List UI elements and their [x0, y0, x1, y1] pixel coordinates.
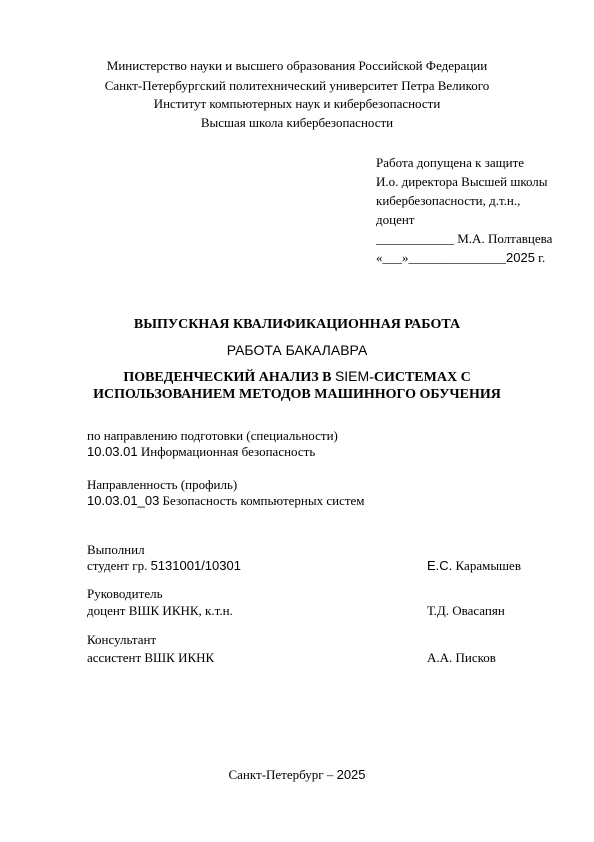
date-open-quote: «: [376, 250, 383, 265]
school-line: Высшая школа кибербезопасности: [200, 115, 394, 130]
direction-label: по направлению подготовки (специальности): [87, 428, 338, 443]
document-type-title: ВЫПУСКНАЯ КВАЛИФИКАЦИОННАЯ РАБОТА: [133, 317, 461, 332]
direction-code: 10.03.01: [87, 444, 138, 459]
profile-name: Безопасность компьютерных систем: [159, 493, 365, 508]
city-year: [0, 766, 594, 784]
author-group: 5131001/10301: [150, 558, 241, 573]
author-name: [427, 558, 521, 574]
consultant-row: [87, 650, 517, 666]
date-day-blank: ___: [382, 250, 402, 265]
approval-block: [376, 153, 581, 267]
document-subtype: РАБОТА БАКАЛАВРА: [226, 342, 368, 358]
city: Санкт-Петербург –: [228, 767, 337, 782]
author-label: Выполнил: [87, 542, 145, 557]
supervisor-role: доцент ВШК ИКНК, к.т.н.: [87, 603, 233, 618]
profile-block: [87, 477, 365, 509]
institute-line: Институт компьютерных наук и кибербезопасности: [153, 96, 441, 111]
consultant-role: ассистент ВШК ИКНК: [87, 650, 215, 665]
year: 2025: [336, 767, 366, 782]
approval-line-1: Работа допущена к защите: [376, 155, 525, 170]
thesis-topic-line-1: [0, 367, 594, 387]
approval-date-row: [376, 248, 581, 267]
direction-block: [87, 428, 338, 460]
topic-siem: SIEM: [334, 368, 370, 384]
approval-signature-row: [376, 229, 581, 248]
approval-line-2: И.о. директора Высшей школы: [376, 174, 548, 189]
approval-line-4: доцент: [376, 212, 415, 227]
university-line: Санкт-Петербургский политехнический университет Петра Великого: [104, 78, 490, 93]
author-role-prefix: студент гр.: [87, 558, 151, 573]
consultant-label: Консультант: [87, 632, 157, 647]
supervisor-name: Т.Д. Овасапян: [427, 603, 505, 618]
author-row: [87, 558, 521, 574]
date-suffix: г.: [534, 250, 546, 265]
consultant-name: А.А. Писков: [427, 650, 496, 665]
direction-name: Информационная безопасность: [137, 444, 316, 459]
date-close-quote: »: [402, 250, 409, 265]
profile-value: [87, 493, 365, 509]
supervisor-row: [87, 603, 517, 619]
profile-label: Направленность (профиль): [87, 477, 238, 492]
topic-part-a: ПОВЕДЕНЧЕСКИЙ АНАЛИЗ В: [123, 370, 335, 385]
date-year: 2025: [506, 250, 535, 265]
thesis-topic-line-2: ИСПОЛЬЗОВАНИЕМ МЕТОДОВ МАШИННОГО ОБУЧЕНИЯ: [93, 387, 501, 402]
author-surname: Карамышев: [452, 558, 521, 573]
ministry-line: Министерство науки и высшего образования Российской Федерации: [106, 58, 488, 73]
approval-signer: М.А. Полтавцева: [454, 231, 553, 246]
direction-value: [87, 444, 338, 460]
signature-blank: ____________: [376, 231, 454, 246]
approval-line-3: кибербезопасности, д.т.н.,: [376, 193, 521, 208]
profile-code: 10.03.01_03: [87, 493, 160, 508]
author-initials: Е.С.: [427, 558, 453, 573]
supervisor-label: Руководитель: [87, 586, 163, 601]
topic-part-c: -СИСТЕМАХ С: [369, 370, 471, 385]
date-month-blank: _______________: [408, 250, 506, 265]
